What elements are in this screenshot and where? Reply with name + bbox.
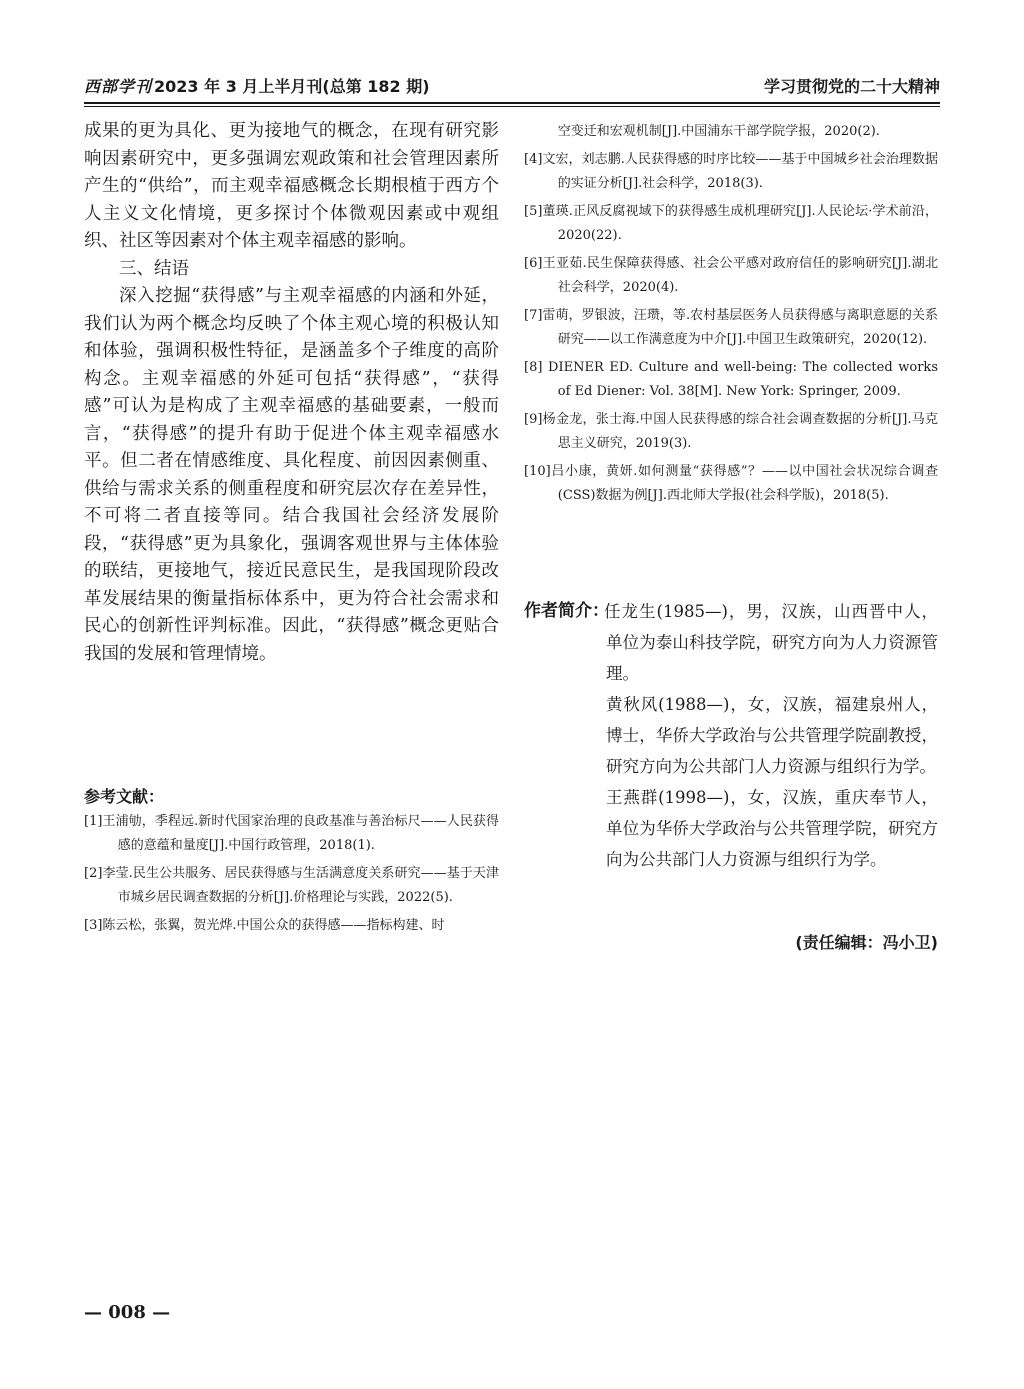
- section-heading-conclusion: 三、结语: [119, 258, 189, 279]
- reference-item: [5]董瑛.正风反腐视域下的获得感生成机理研究[J].人民论坛·学术前沿，2020(22).: [524, 204, 938, 243]
- page-number: — 008 —: [84, 1302, 171, 1323]
- author-entry: 黄秋风(1988—)，女，汉族，福建泉州人，博士，华侨大学政治与公共管理学院副教授，研究方向为公共部门人力资源与组织行为学。: [606, 695, 938, 776]
- body-text-column: [84, 118, 499, 668]
- reference-item: [8] DIENER ED. Culture and well-being: The collected works of Ed Diener: Vol. 38[M]. New York: Springer, 2009.: [524, 360, 938, 399]
- author-info-label: 作者简介：: [524, 601, 609, 621]
- body-paragraph-1: 成果的更为具化、更为接地气的概念，在现有研究影响因素研究中，更多强调宏观政策和社会管理因素所产生的“供给”，而主观幸福感概念长期根植于西方个人主义文化情境，更多探讨个体微观因素或中观组织、社区等因素对个体主观幸福感的影响。: [84, 121, 499, 251]
- references-title: 参考文献：: [84, 787, 165, 806]
- running-header: [84, 72, 940, 102]
- journal-logo: 西部学刊: [84, 77, 153, 96]
- header-issue-info: [84, 74, 430, 97]
- header-divider-thin: [84, 106, 940, 107]
- references-list-right: [524, 120, 938, 512]
- reference-item: [2]李莹.民生公共服务、居民获得感与生活满意度关系研究——基于天津市城乡居民调查数据的分析[J].价格理论与实践，2022(5).: [84, 866, 499, 905]
- reference-item: [4]文宏，刘志鹏.人民获得感的时序比较——基于中国城乡社会治理数据的实证分析[J].社会科学，2018(3).: [524, 152, 938, 191]
- header-divider: [84, 102, 940, 104]
- issue-label: 2023 年 3 月上半月刊(总第 182 期): [154, 77, 430, 96]
- reference-item: [9]杨金龙，张士海.中国人民获得感的综合社会调查数据的分析[J].马克思主义研究，2019(3).: [524, 412, 938, 451]
- references-list-left: [84, 810, 499, 942]
- reference-item: [1]王浦劬，季程远.新时代国家治理的良政基准与善治标尺——人民获得感的意蕴和量度[J].中国行政管理，2018(1).: [84, 814, 499, 853]
- author-entry: 任龙生(1985—)，男，汉族，山西晋中人，单位为泰山科技学院，研究方向为人力资源管理。: [604, 602, 938, 683]
- column-title: 学习贯彻党的二十大精神: [763, 77, 940, 96]
- body-paragraph-2: 深入挖掘“获得感”与主观幸福感的内涵和外延，我们认为两个概念均反映了个体主观心境的积极认知和体验，强调积极性特征，是涵盖多个子维度的高阶构念。主观幸福感的外延可包括“获得感”，“获得感”可认为是构成了主观幸福感的基础要素，一般而言，“获得感”的提升有助于促进个体主观幸福感水平。但二者在情感维度、具化程度、前因因素侧重、供给与需求关系的侧重程度和研究层次存在差异性，不可将二者直接等同。结合我国社会经济发展阶段，“获得感”更为具象化，强调客观世界与主体体验的联结，更接地气，接近民意民生，是我国现阶段改革发展结果的衡量指标体系中，更为符合社会需求和民心的创新性评判标准。因此，“获得感”概念更贴合我国的发展和管理情境。: [84, 286, 499, 664]
- reference-item: [6]王亚茹.民生保障获得感、社会公平感对政府信任的影响研究[J].湖北社会科学，2020(4).: [524, 256, 938, 295]
- reference-continuation: 空变迁和宏观机制[J].中国浦东干部学院学报，2020(2).: [557, 124, 880, 139]
- author-entry: 王燕群(1998—)，女，汉族，重庆奉节人，单位为华侨大学政治与公共管理学院，研究方向为公共部门人力资源与组织行为学。: [606, 788, 938, 869]
- reference-item: [3]陈云松，张翼，贺光烨.中国公众的获得感——指标构建、时: [84, 918, 445, 933]
- reference-item: [7]雷萌，罗银波，汪瓒，等.农村基层医务人员获得感与离职意愿的关系研究——以工作满意度为中介[J].中国卫生政策研究，2020(12).: [524, 308, 938, 347]
- reference-item: [10]吕小康，黄妍.如何测量“获得感”？——以中国社会状况综合调查(CSS)数据为例[J].西北师大学报(社会科学版)，2018(5).: [524, 464, 938, 503]
- responsible-editor: (责任编辑：冯小卫): [795, 933, 938, 952]
- author-entries: [606, 596, 938, 875]
